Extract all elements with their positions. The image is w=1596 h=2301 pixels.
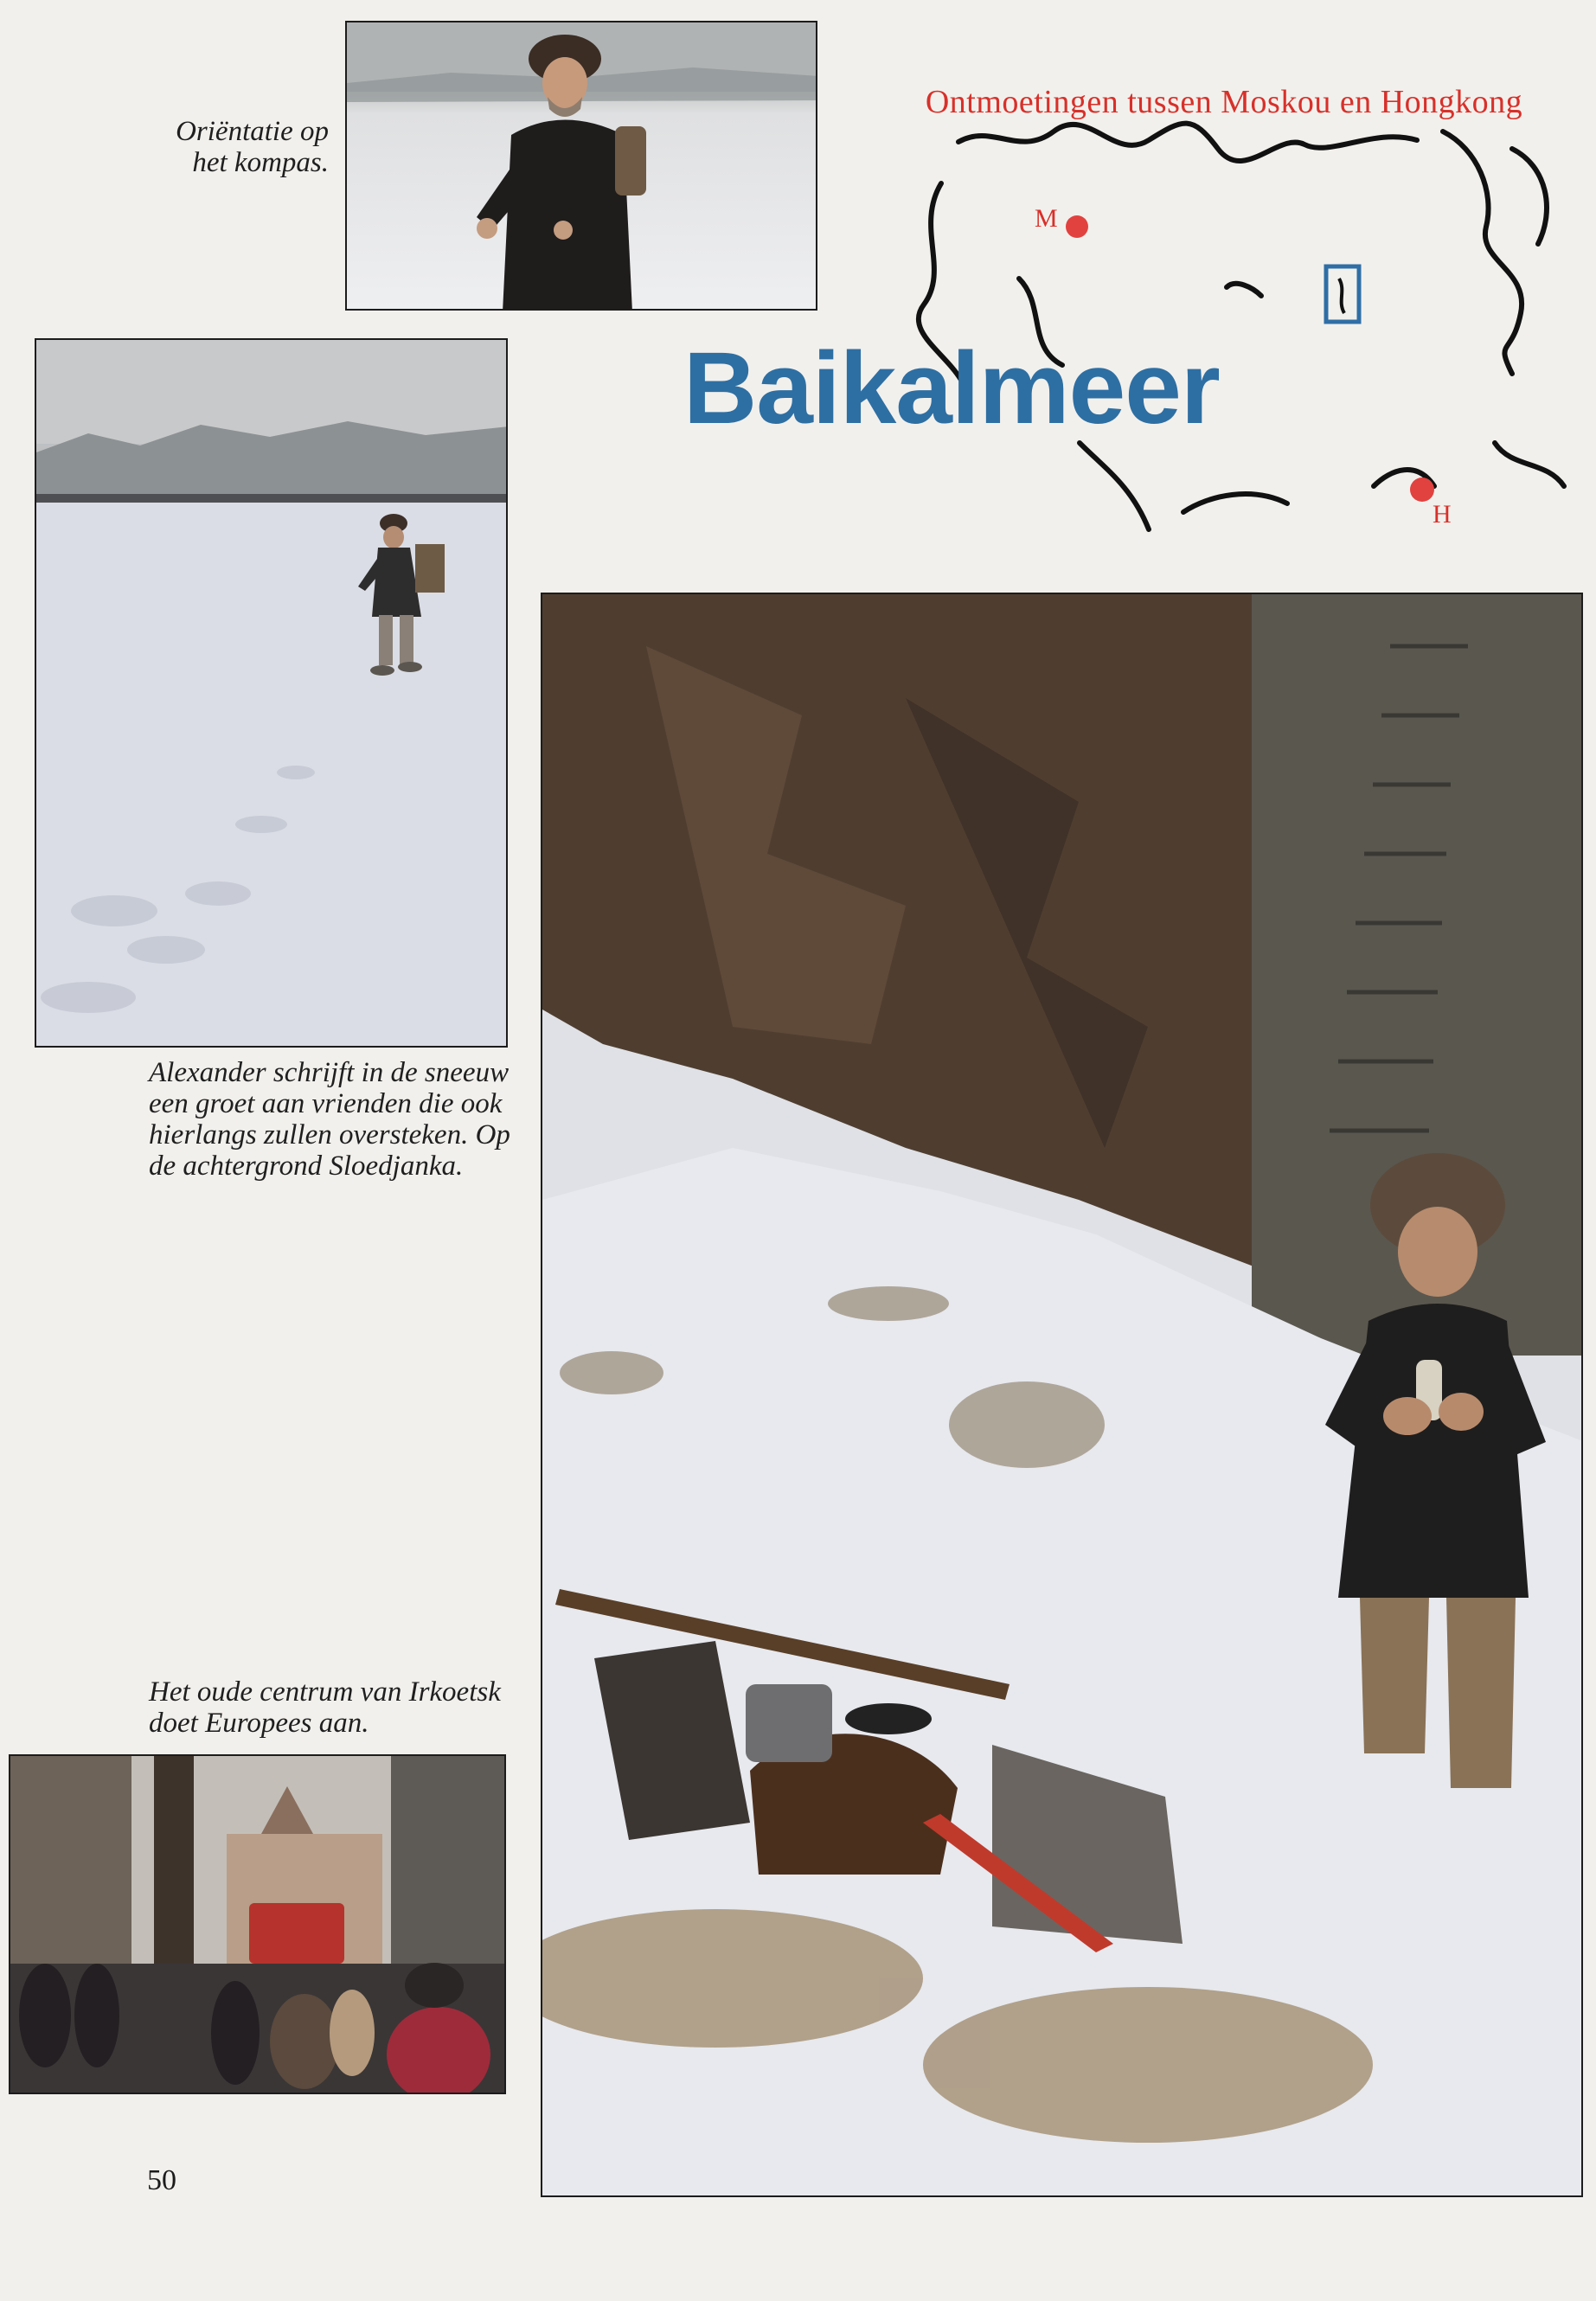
map-baikal-lake [1339, 279, 1344, 313]
map-coast-south [1183, 494, 1287, 512]
page-title: Baikalmeer [683, 331, 1220, 445]
photo-campfire [541, 593, 1583, 2197]
photo-irkutsk-street-scene [10, 1756, 506, 2094]
caption-compass-line-1: Oriëntatie op [176, 116, 329, 147]
map-lake-detail [1227, 284, 1261, 296]
photo-snow-walk-scene [36, 340, 508, 1048]
map-coast-south-west [1080, 443, 1149, 529]
map-coast-far-east [1495, 443, 1564, 486]
caption-snow-greeting-line-2: een groet aan vrienden die ook [149, 1088, 503, 1119]
caption-irkutsk-line-2: doet Europees aan. [149, 1708, 369, 1739]
caption-snow-greeting-line-1: Alexander schrijft in de sneeuw [149, 1057, 510, 1088]
caption-compass [156, 116, 329, 178]
caption-snow-greeting-line-3: hierlangs zullen oversteken. Op [149, 1119, 510, 1150]
series-title: Ontmoetingen tussen Moskou en Hongkong [925, 84, 1523, 120]
photo-snow-walk [35, 338, 508, 1048]
map-label-moscow: M [1035, 204, 1058, 233]
page-number: 50 [147, 2164, 176, 2196]
map-coast-east [1443, 131, 1522, 374]
caption-compass-line-2: het kompas. [192, 147, 329, 178]
map-coast-north [958, 124, 1417, 161]
photo-campfire-scene [542, 594, 1583, 2197]
map-label-hongkong: H [1433, 500, 1452, 529]
map-marker-moscow [1066, 215, 1088, 238]
caption-irkutsk [149, 1676, 547, 1739]
caption-snow-greeting [149, 1057, 547, 1182]
photo-irkutsk-street [9, 1754, 506, 2094]
caption-snow-greeting-line-4: de achtergrond Sloedjanka. [149, 1150, 464, 1182]
map-island [1512, 149, 1547, 244]
photo-compass-scene [347, 22, 817, 311]
route-map [889, 80, 1574, 548]
photo-compass [345, 21, 817, 311]
map-marker-hongkong [1410, 478, 1434, 502]
caption-irkutsk-line-1: Het oude centrum van Irkoetsk [149, 1676, 501, 1708]
